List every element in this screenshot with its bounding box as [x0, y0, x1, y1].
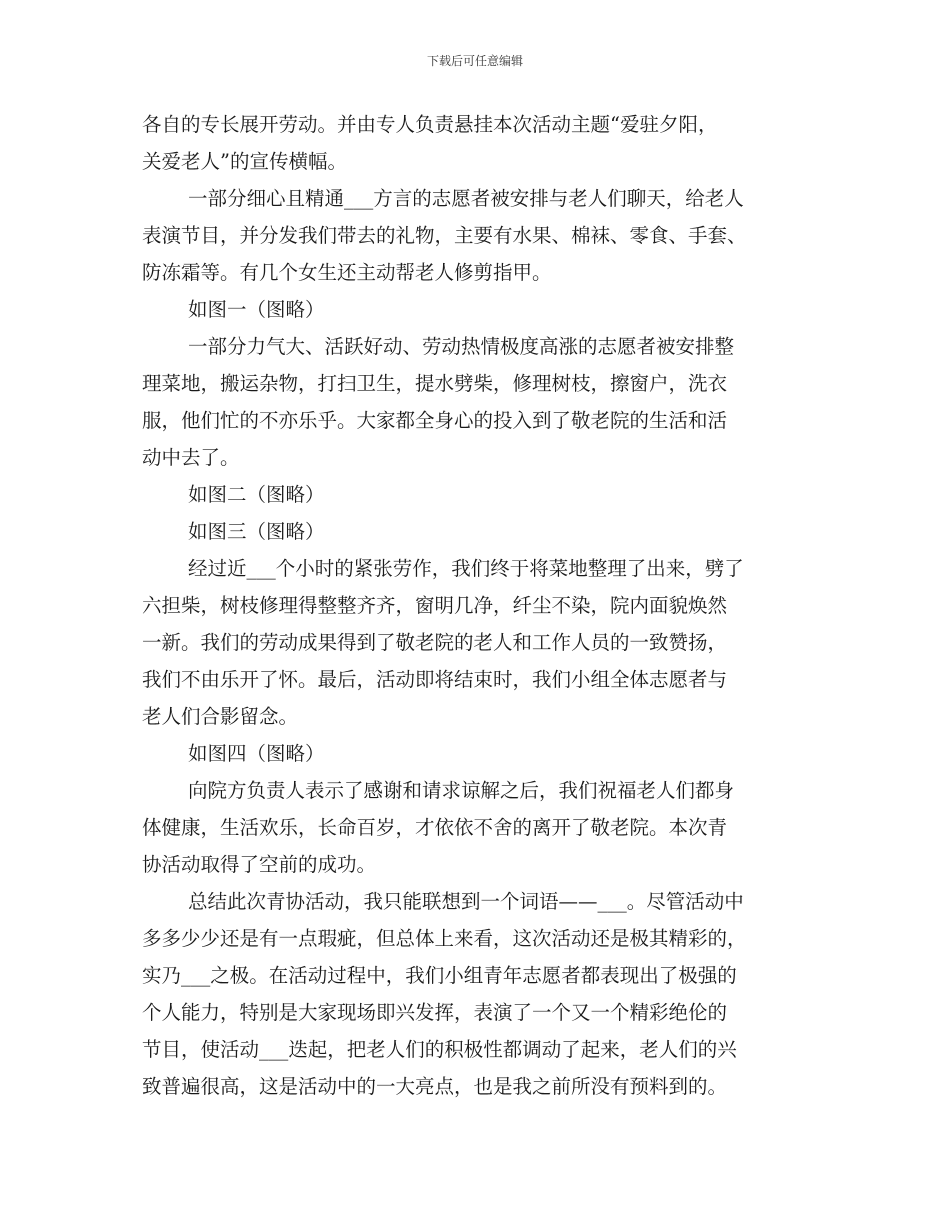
text-line: 服，他们忙的不亦乐乎。大家都全身心的投入到了敬老院的生活和活	[142, 409, 728, 432]
text-line: 协活动取得了空前的成功。	[142, 853, 377, 876]
text-line: 表演节目，并分发我们带去的礼物，主要有水果、棉袜、零食、手套、	[142, 224, 747, 247]
text-line: 如图三（图略）	[188, 520, 325, 543]
text-line: 实乃___之极。在活动过程中，我们小组青年志愿者都表现出了极强的	[142, 964, 737, 987]
text-line: 一部分力气大、活跃好动、劳动热情极度高涨的志愿者被安排整	[188, 335, 735, 358]
page-header: 下载后可任意编辑	[426, 54, 523, 68]
text-line: 理菜地，搬运杂物，打扫卫生，提水劈柴，修理树枝，擦窗户，洗衣	[142, 372, 728, 395]
text-line: 防冻霜等。有几个女生还主动帮老人修剪指甲。	[142, 261, 552, 284]
text-line: 如图一（图略）	[188, 298, 325, 321]
text-line: 向院方负责人表示了感谢和请求谅解之后，我们祝福老人们都身	[188, 779, 735, 802]
document-body	[142, 106, 822, 1105]
text-line: 致普遍很高，这是活动中的一大亮点，也是我之前所没有预料到的。	[142, 1075, 728, 1098]
text-line: 一新。我们的劳动成果得到了敬老院的老人和工作人员的一致赞扬，	[142, 631, 728, 654]
text-line: 一部分细心且精通___方言的志愿者被安排与老人们聊天，给老人	[188, 187, 744, 210]
text-line: 个人能力，特别是大家现场即兴发挥，表演了一个又一个精彩绝伦的	[142, 1001, 728, 1024]
text-line: 老人们合影留念。	[142, 705, 299, 728]
text-line: 我们不由乐开了怀。最后，活动即将结束时，我们小组全体志愿者与	[142, 668, 728, 691]
text-line: 关爱老人”的宣传横幅。	[142, 150, 347, 173]
text-line: 动中去了。	[142, 446, 240, 469]
text-line: 如图二（图略）	[188, 483, 325, 506]
text-line: 总结此次青协活动，我只能联想到一个词语——___。尽管活动中	[188, 890, 744, 913]
text-line: 体健康，生活欢乐，长命百岁，才依依不舍的离开了敬老院。本次青	[142, 816, 728, 839]
text-line: 各自的专长展开劳动。并由专人负责悬挂本次活动主题“爱驻夕阳，	[142, 113, 718, 136]
text-line: 如图四（图略）	[188, 742, 325, 765]
text-line: 经过近___个小时的紧张劳作，我们终于将菜地整理了出来，劈了	[188, 557, 744, 580]
text-line: 多多少少还是有一点瑕疵，但总体上来看，这次活动还是极其精彩的，	[142, 927, 747, 950]
text-line: 六担柴，树枝修理得整整齐齐，窗明几净，纤尘不染，院内面貌焕然	[142, 594, 728, 617]
text-line: 节目，使活动___迭起，把老人们的积极性都调动了起来，老人们的兴	[142, 1038, 737, 1061]
